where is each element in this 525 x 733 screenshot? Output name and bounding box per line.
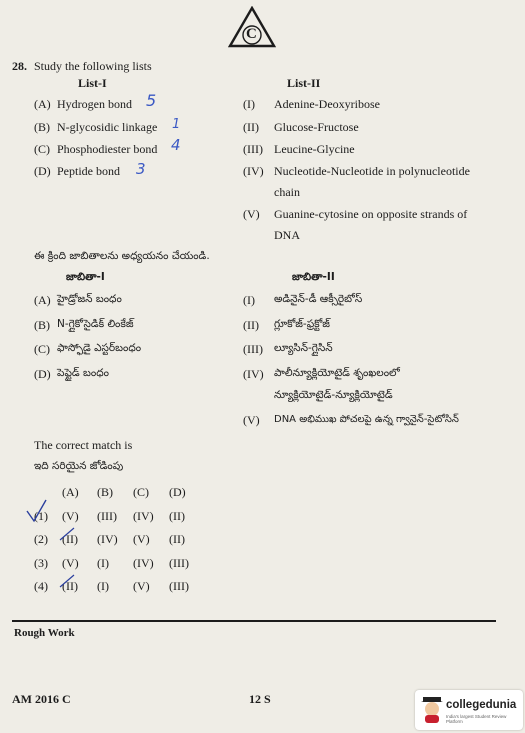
rough-work-divider [12,620,496,622]
te-list1-item-d: పెప్టైడ్ బంధం [57,367,109,379]
te-list2-item-ii: గ్లూకోజ్-ఫ్రక్టోజ్ [274,318,330,330]
match-header-a: (A) [62,485,79,499]
booklet-code: AM 2016 C [12,692,71,706]
watermark-tagline: India's largest Student Review Platform [446,714,507,724]
te-list2-item-i: అడినైన్-డీ ఆక్సీరైబోస్ [274,293,363,305]
question-number: 28. [12,59,27,73]
list2-label-iii: (III) [243,142,263,156]
list2-item-v-line1: Guanine-cytosine on opposite strands of [274,207,468,221]
option-value: (II) [62,579,78,593]
match-label-en: The correct match is [34,438,133,452]
watermark-name: collegedunia [446,699,517,711]
student-mascot-icon [420,696,444,724]
te-list1-item-c: ఫాస్ఫోడై ఎస్టర్‌బంధం [57,342,142,354]
option-value: (IV) [133,556,154,570]
list2-item-iv-line1: Nucleotide-Nucleotide in polynucleotide [274,164,470,178]
match-header-d: (D) [169,485,186,499]
list1-item-a: Hydrogen bond [57,97,132,111]
page-number: 12 S [249,692,271,706]
te-list1-item-a: హైడ్రోజన్ బంధం [57,293,122,305]
collegedunia-watermark [415,690,523,730]
match-header-b: (B) [97,485,113,499]
te-list1-label-c: (C) [34,342,50,356]
match-header-c: (C) [133,485,149,499]
option-value: (IV) [133,509,154,523]
option-number: (4) [34,579,48,593]
list2-label-i: (I) [243,97,255,111]
list1-label-d: (D) [34,164,51,178]
list2-heading: List-II [287,76,321,90]
te-list1-item-b: N-గ్లైకోసైడిక్ లింకేజ్ [57,318,134,330]
list2-item-ii: Glucose-Fructose [274,120,359,134]
te-list2-label-v: (V) [243,413,260,427]
te-list2-label-iv: (IV) [243,367,264,381]
list1-label-c: (C) [34,142,50,156]
list2-item-iv-line2: chain [274,185,300,199]
te-list2-item-iv-line2: న్యూక్లియోటైడ్-న్యూక్లియోటైడ్ [274,389,393,401]
option-value: (I) [97,579,109,593]
option-value: (V) [62,556,79,570]
list2-item-i: Adenine-Deoxyribose [274,97,380,111]
booklet-code-letter: C [246,26,257,42]
option-value: (II) [62,532,78,546]
te-list2-label-iii: (III) [243,342,263,356]
telugu-list2-heading: జాబితా-II [292,271,335,283]
option-value: (I) [97,556,109,570]
te-list2-item-iv-line1: పాలీన్యూక్లియోటైడ్ శృంఖలంలో [274,367,400,379]
option-value: (IV) [97,532,118,546]
list2-label-ii: (II) [243,120,259,134]
option-number: (1) [34,509,48,523]
te-list1-label-d: (D) [34,367,51,381]
handwritten-note-b: 1 [172,117,181,132]
telugu-prompt: ఈ క్రింది జాబితాలను అధ్యయనం చేయండి. [34,250,210,262]
telugu-list1-heading: జాబితా-I [66,271,105,283]
list1-item-c: Phosphodiester bond [57,142,158,156]
te-list1-label-b: (B) [34,318,50,332]
option-value: (V) [133,579,150,593]
question-prompt: Study the following lists [34,59,152,73]
list2-label-v: (V) [243,207,260,221]
list2-item-v-line2: DNA [274,228,300,242]
rough-work-label: Rough Work [14,627,75,639]
option-value: (II) [169,532,185,546]
list1-label-b: (B) [34,120,50,134]
list2-label-iv: (IV) [243,164,264,178]
handwritten-note-d: 3 [136,160,146,178]
list1-item-d: Peptide bond [57,164,120,178]
te-list2-label-i: (I) [243,293,255,307]
list1-heading: List-I [78,76,107,90]
te-list2-item-iii: ల్యూసిన్-గ్లైసిన్ [274,342,333,354]
te-list2-label-ii: (II) [243,318,259,332]
strike-mark [60,528,74,540]
option-value: (V) [133,532,150,546]
list1-label-a: (A) [34,97,51,111]
te-list2-item-v: DNA అభిముఖ పోచలపై ఉన్న గ్వానైన్-సైటోసిన్ [274,414,459,425]
handwritten-note-c: 4 [171,136,181,154]
option-number: (2) [34,532,48,546]
match-label-te: ఇది సరియైన జోడింపు [34,460,124,472]
list2-item-iii: Leucine-Glycine [274,142,355,156]
te-list1-label-a: (A) [34,293,51,307]
option-value: (III) [97,509,117,523]
option-number: (3) [34,556,48,570]
option-value: (V) [62,509,79,523]
list1-item-b: N-glycosidic linkage [57,120,158,134]
option-value: (III) [169,556,189,570]
option-value: (III) [169,579,189,593]
answer-tick-mark [27,500,46,521]
strike-mark [60,575,74,587]
option-value: (II) [169,509,185,523]
handwritten-note-a: 5 [146,91,157,110]
